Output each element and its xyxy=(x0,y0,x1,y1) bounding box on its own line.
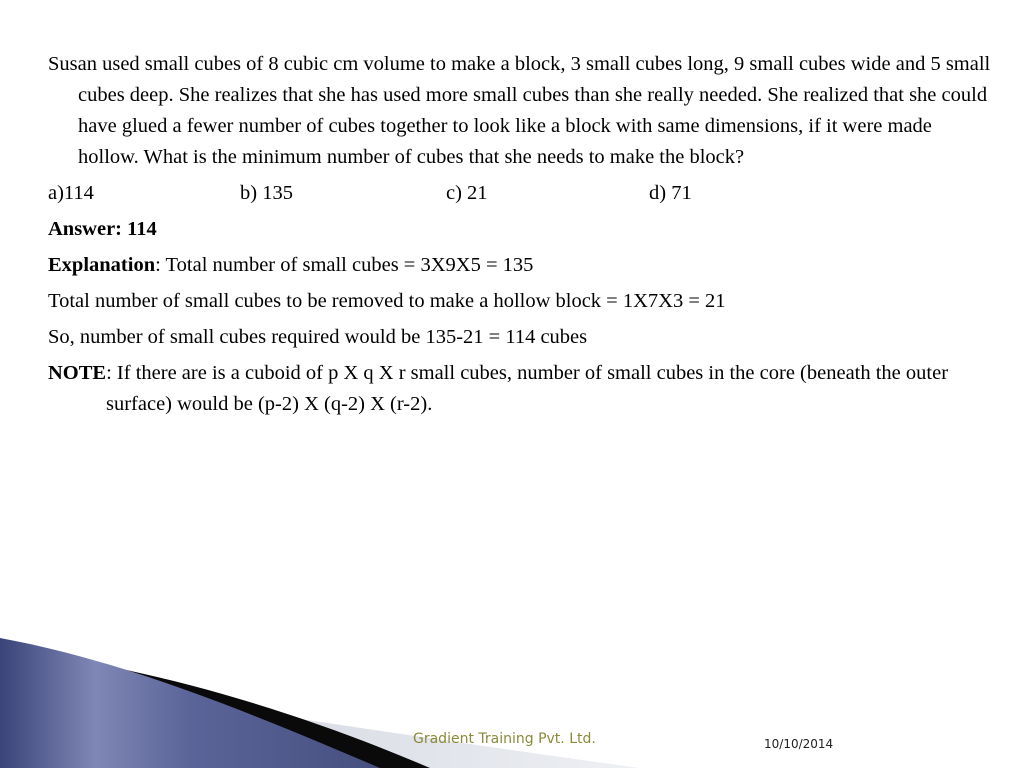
required-cubes-line: So, number of small cubes required would be 135-21 = 114 cubes xyxy=(48,326,588,348)
note-line xyxy=(48,358,994,420)
question-text: Susan used small cubes of 8 cubic cm volume to make a block, 3 small cubes long, 9 small cubes wide and 5 small cubes deep. She realizes that she has used more small cubes than she really needed. She realized that she could have glued a fewer number of cubes together to look like a block with same dimensions, if it were made hollow. What is the minimum number of cubes that she needs to make the block? xyxy=(48,53,991,168)
explanation-text: : Total number of small cubes = 3X9X5 = 135 xyxy=(155,254,534,276)
slide-body xyxy=(48,49,994,425)
explanation-label: Explanation xyxy=(48,254,156,276)
footer-swoosh-decoration xyxy=(0,638,1024,768)
removed-cubes-line: Total number of small cubes to be removed to make a hollow block = 1X7X3 = 21 xyxy=(48,290,726,312)
option-c: c) 21 xyxy=(446,182,488,204)
answer-text: Answer: 114 xyxy=(48,218,157,240)
footer-company-name: Gradient Training Pvt. Ltd. xyxy=(413,731,596,747)
note-text: : If there are is a cuboid of p X q X r small cubes, number of small cubes in the core (beneath the outer surface) would be (p-2) X (q-2) X (r-2). xyxy=(106,362,949,415)
note-label: NOTE xyxy=(48,362,107,384)
explanation-line xyxy=(48,250,994,281)
footer-date: 10/10/2014 xyxy=(764,737,834,751)
option-b: b) 135 xyxy=(240,182,293,204)
answer-line xyxy=(48,214,994,245)
answer-options xyxy=(48,178,994,209)
option-a: a)114 xyxy=(48,182,94,204)
option-d: d) 71 xyxy=(649,182,692,204)
footer-swoosh-blue xyxy=(0,638,380,768)
